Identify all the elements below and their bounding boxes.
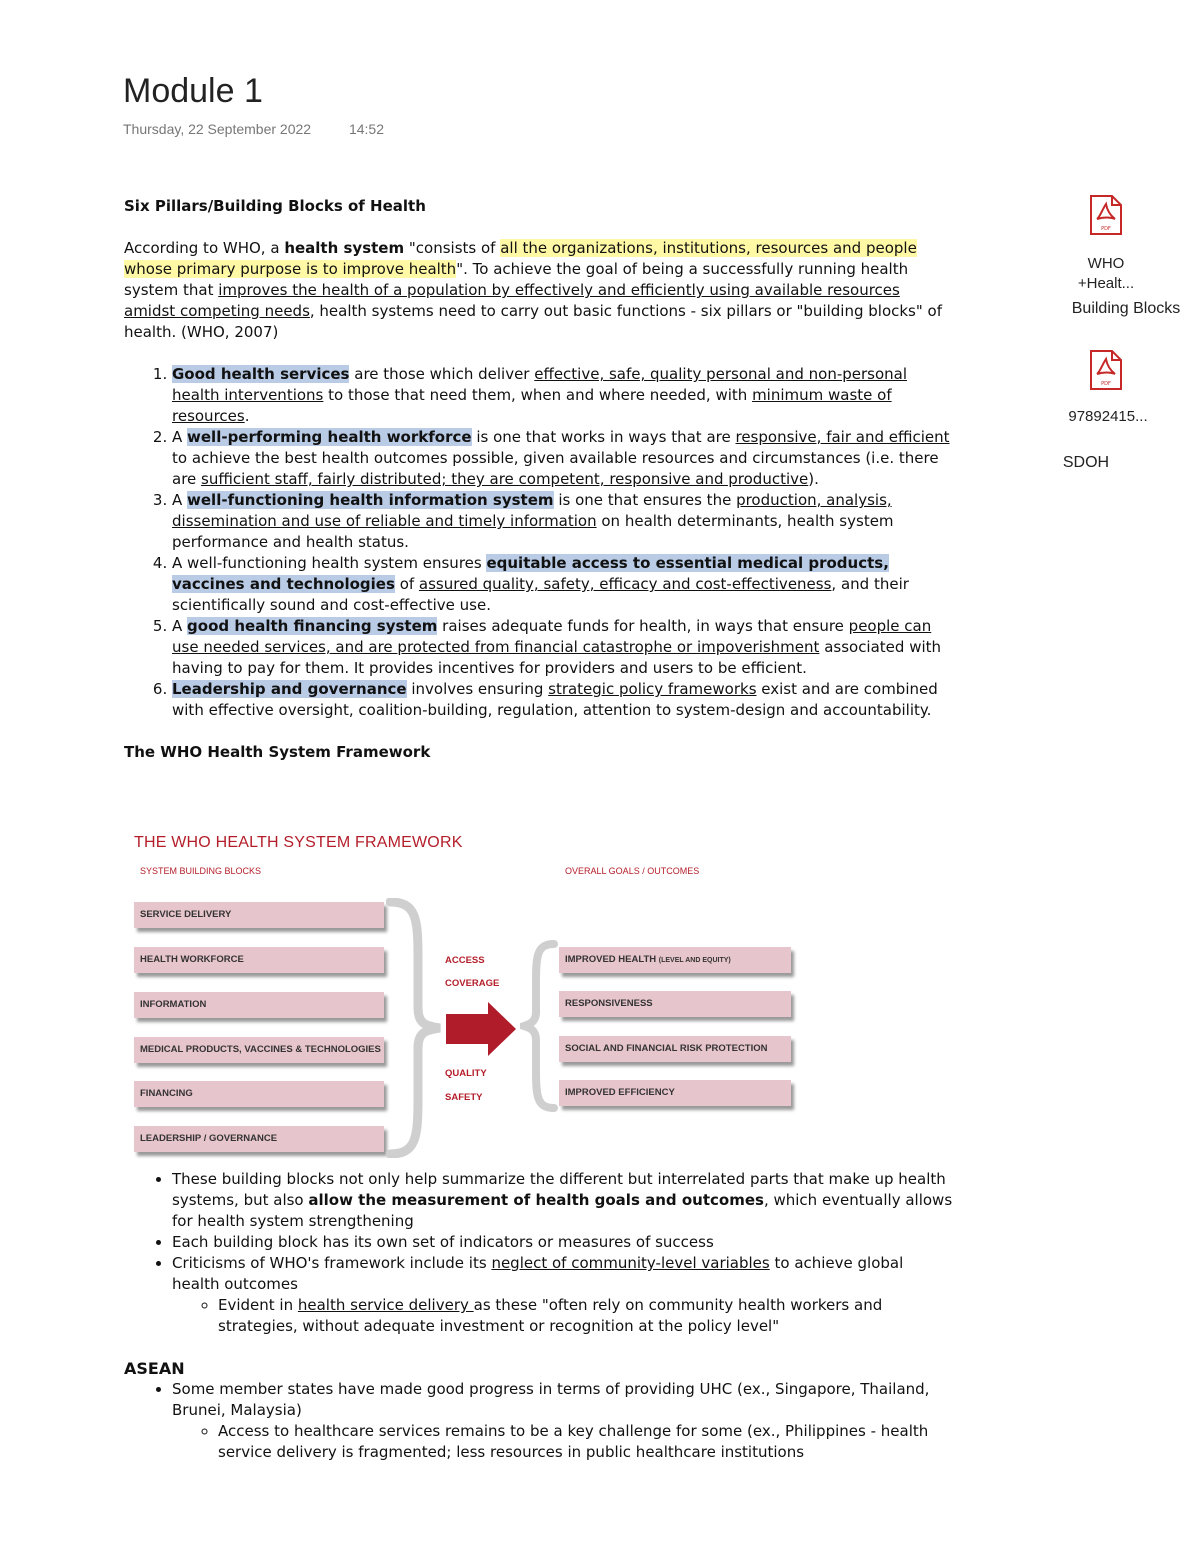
- list-item: 4. A well-functioning health system ensures equitable access to essential medical products, vaccines and technologies of assured quality, safety, efficacy and cost-effectiveness, and their scientifically sound and cost-effective use.: [172, 553, 954, 616]
- block-information: INFORMATION: [134, 992, 384, 1018]
- intro-paragraph: According to WHO, a health system "consists of all the organizations, institutions, resources and people whose primary purpose is to improve health". To achieve the goal of being a successfully running health system that improves the health of a population by effectively and efficiently using available resources amidst competing needs, health systems need to carry out basic functions - six pillars or "building blocks" of health. (WHO, 2007): [124, 239, 942, 341]
- pillars-list: [124, 364, 954, 721]
- block-leadership: LEADERSHIP / GOVERNANCE: [134, 1126, 384, 1152]
- list-item: 1. Good health services are those which deliver effective, safe, quality personal and non-personal health interventions to those that need them, when and where needed, with minimum waste of resources.: [172, 364, 954, 427]
- list-item: 3. A well-functioning health information system is one that ensures the production, analysis, dissemination and use of reliable and timely information on health determinants, health system performance and health status.: [172, 490, 954, 553]
- framework-figure: [124, 828, 814, 1158]
- pdf-icon[interactable]: [1088, 350, 1122, 390]
- attachment-label[interactable]: 97892415...: [1068, 408, 1148, 425]
- list-item: ◦ Evident in health service delivery as these "often rely on community health workers and strategies, without adequate investment or recognition at the policy level": [218, 1295, 954, 1337]
- word-safety: SAFETY: [445, 1092, 483, 1103]
- list-item: • Criticisms of WHO's framework include its neglect of community-level variables to achieve global health outcomes ◦ Evident in health service delivery as these "often rely on community health workers and strategies, without adequate investment or recognition at the policy level": [172, 1253, 954, 1337]
- page-meta: [123, 121, 384, 137]
- framework-notes: [124, 1169, 954, 1463]
- outcomes-label: OVERALL GOALS / OUTCOMES: [565, 866, 700, 876]
- right-brace-icon: [520, 940, 560, 1112]
- section-heading-framework: The WHO Health System Framework: [124, 743, 431, 761]
- note-content: [124, 196, 954, 763]
- attachment-caption: SDOH: [1062, 454, 1110, 471]
- pdf-icon[interactable]: [1088, 195, 1122, 235]
- section-heading-pillars: Six Pillars/Building Blocks of Health: [124, 197, 426, 215]
- page-date: Thursday, 22 September 2022: [123, 121, 312, 137]
- list-item: 6. Leadership and governance involves ensuring strategic policy frameworks exist and are combined with effective oversight, coalition-building, regulation, attention to system-design and accountability.: [172, 679, 954, 721]
- asean-bullets: [124, 1379, 954, 1463]
- word-access: ACCESS: [445, 955, 485, 966]
- outcome-improved-health: IMPROVED HEALTH (LEVEL AND EQUITY): [559, 947, 791, 973]
- arrow-icon: [444, 1000, 519, 1058]
- section-heading-asean: ASEAN: [124, 1359, 185, 1378]
- figure-title: THE WHO HEALTH SYSTEM FRAMEWORK: [134, 834, 463, 851]
- list-item: • Each building block has its own set of indicators or measures of success: [172, 1232, 954, 1253]
- page-time: 14:52: [348, 121, 385, 137]
- block-service-delivery: SERVICE DELIVERY: [134, 902, 384, 928]
- attachment-label[interactable]: WHO +Healt...: [1077, 255, 1135, 292]
- word-coverage: COVERAGE: [445, 978, 500, 989]
- svg-text:PDF: PDF: [1101, 226, 1111, 232]
- attachment-caption: Building Blocks: [1071, 300, 1181, 317]
- block-financing: FINANCING: [134, 1081, 384, 1107]
- block-health-workforce: HEALTH WORKFORCE: [134, 947, 384, 973]
- list-item: 2. A well-performing health workforce is one that works in ways that are responsive, fair and efficient to achieve the best health outcomes possible, given available resources and circumstances (i.e. there are sufficient staff, fairly distributed; they are competent, responsive and productive).: [172, 427, 954, 490]
- left-brace-icon: [386, 898, 446, 1158]
- page-title: Module 1: [123, 72, 263, 110]
- block-medical-products: MEDICAL PRODUCTS, VACCINES & TECHNOLOGIES: [134, 1037, 384, 1063]
- building-blocks-label: SYSTEM BUILDING BLOCKS: [140, 866, 262, 876]
- list-item: • Some member states have made good progress in terms of providing UHC (ex., Singapore, Thailand, Brunei, Malaysia) ◦ Access to healthcare services remains to be a key challenge for some (ex., Philippines - health service delivery is fragmented; less resources in public healthcare institutions: [172, 1379, 954, 1463]
- list-item: • These building blocks not only help summarize the different but interrelated parts that make up health systems, but also allow the measurement of health goals and outcomes, which eventually allows for health system strengthening: [172, 1169, 954, 1232]
- list-item: ◦ Access to healthcare services remains to be a key challenge for some (ex., Philippines - health service delivery is fragmented; less resources in public healthcare institutions: [218, 1421, 954, 1463]
- outcome-risk-protection: SOCIAL AND FINANCIAL RISK PROTECTION: [559, 1036, 791, 1062]
- framework-bullets: [124, 1169, 954, 1337]
- outcome-responsiveness: RESPONSIVENESS: [559, 991, 791, 1017]
- list-item: 5. A good health financing system raises adequate funds for health, in ways that ensure people can use needed services, and are protected from financial catastrophe or impoverishment associated with having to pay for them. It provides incentives for providers and users to be efficient.: [172, 616, 954, 679]
- svg-text:PDF: PDF: [1101, 381, 1111, 387]
- outcome-improved-efficiency: IMPROVED EFFICIENCY: [559, 1080, 791, 1106]
- word-quality: QUALITY: [445, 1068, 487, 1079]
